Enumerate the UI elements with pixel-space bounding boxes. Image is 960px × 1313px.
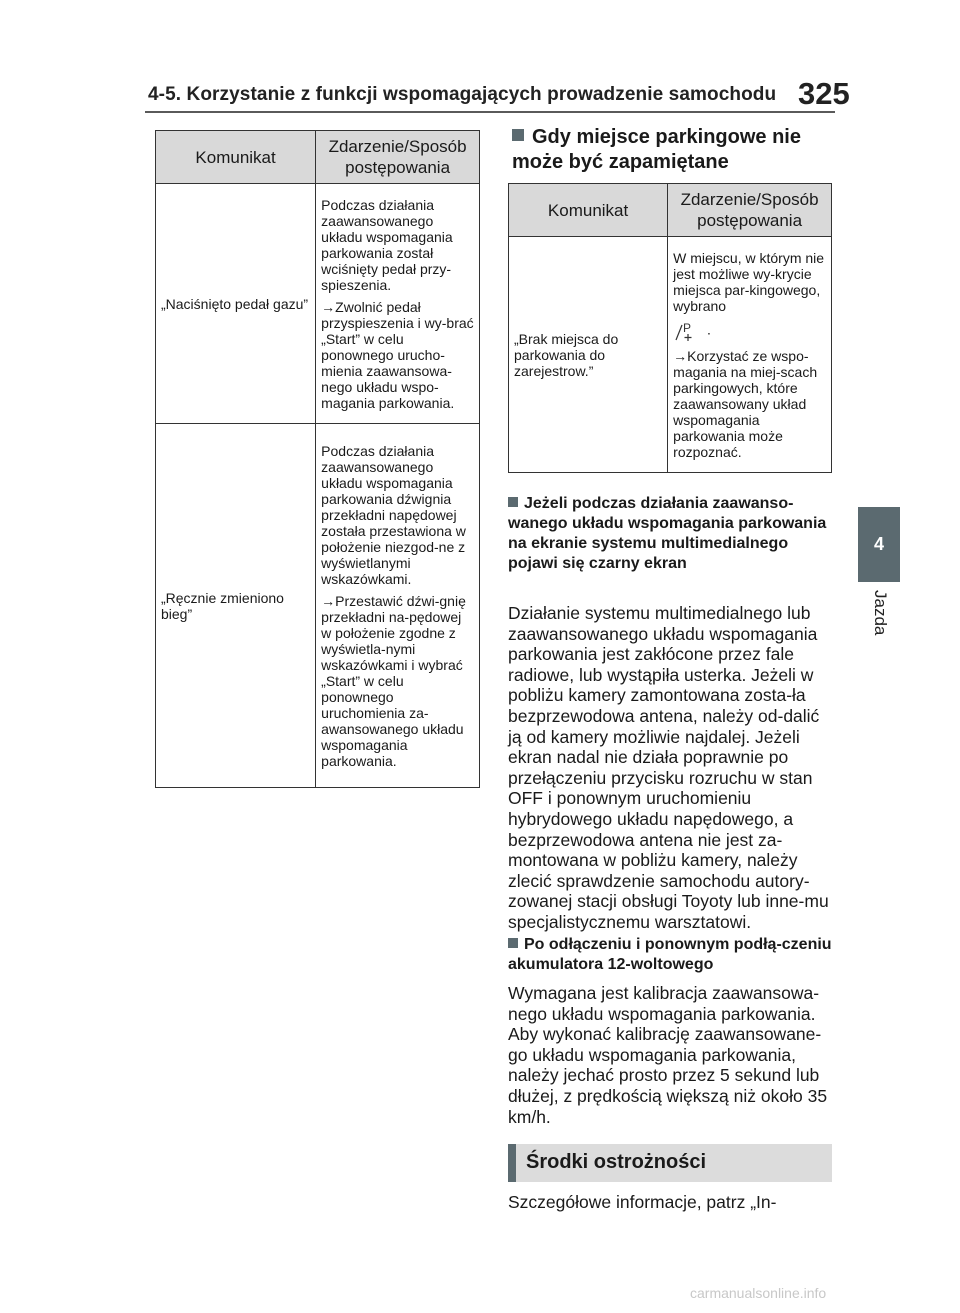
message-cell: „Ręcznie zmieniono bieg” <box>156 424 316 788</box>
table-header-event: Zdarzenie/Sposób postępowania <box>316 131 480 184</box>
section-heading: Gdy miejsce parkingowe nie może być zapamiętane <box>512 126 801 173</box>
page-header-title: 4-5. Korzystanie z funkcji wspomagających prowadzenie samochodu <box>148 84 777 105</box>
messages-table-1 <box>155 130 480 788</box>
header-divider <box>145 111 835 113</box>
table-row <box>156 424 480 788</box>
table-row <box>509 237 832 473</box>
event-cell <box>668 237 832 473</box>
chapter-label: Jazda <box>871 590 890 636</box>
caution-title: Środki ostrożności <box>526 1151 707 1173</box>
event-text: W miejscu, w którym nie jest możliwe wy-krycie miejsca par-kingowego, wybrano <box>673 249 825 314</box>
parking-search-icon <box>673 320 703 342</box>
svg-text:P: P <box>683 320 692 335</box>
square-bullet-icon <box>512 129 524 141</box>
subsection-heading: Jeżeli podczas działania zaawanso-wanego układu wspomagania parkowania na ekranie systemu multimedialnego pojawi się czarny ekran <box>508 495 827 572</box>
square-bullet-icon <box>508 938 518 948</box>
event-cell <box>316 184 480 424</box>
page-number: 325 <box>798 76 850 111</box>
table-header-event: Zdarzenie/Sposób postępowania <box>668 184 832 237</box>
event-cell <box>316 424 480 788</box>
action-text: →Korzystać ze wspo-magania na miej-scach parkingowych, które zaawansowany układ wspomagania parkowania może rozpoznać. <box>673 347 818 460</box>
caution-text: Szczegółowe informacje, patrz „In- <box>508 1192 777 1212</box>
messages-table-2 <box>508 183 832 473</box>
table-header-message: Komunikat <box>156 131 316 184</box>
chapter-number: 4 <box>873 534 884 554</box>
subsection-body: Działanie systemu multimedialnego lub zaawansowanego układu wspomagania parkowania jest zakłócone przez fale radiowe, lub wystąpiła usterka. Jeżeli w pobliżu kamery zamontowana zosta-ła bezprzewodowa antena, należy od-dalić ją od kamery możliwie najdalej. Jeżeli ekran nadal nie działa poprawnie po przełączeniu przycisku rozruchu w stan OFF i ponownym uruchomieniu hybrydowego układu napędowego, a bezprzewodowa antena nie jest za-montowana w pobliżu kamery, należy zlecić sprawdzenie samochodu autory-zowanej stacji obsługi Toyoty lub inne-mu specjalistycznemu warsztatowi. <box>508 603 829 932</box>
page-header <box>0 0 960 120</box>
caution-banner <box>508 1144 832 1182</box>
icon-line: P . <box>673 320 827 342</box>
table-row <box>156 184 480 424</box>
subsection-body: Wymagana jest kalibracja zaawansowa-nego układu wspomagania parkowania. Aby wykonać kalibrację zaawansowane-go układu wspomagania parkowania, należy jechać prosto przez 5 sekund lub dłużej, z prędkością większą niż około 35 km/h. <box>508 983 828 1127</box>
message-cell: „Brak miejsca do parkowania do zarejestrow.” <box>509 237 668 473</box>
action-text: →Przestawić dźwi-gnię przekładni na-pędowej w położenie zgodne z wyświetla-nymi wskazówkami i wybrać „Start” w celu ponownego uruchomienia za-awansowanego układu wspomagania parkowania. <box>321 592 466 769</box>
chapter-tab <box>858 507 900 582</box>
watermark: carmanualsonline.info <box>690 1285 827 1301</box>
action-text: →Zwolnić pedał przyspieszenia i wy-brać „Start” w celu ponownego urucho-mienia zaawansowa-nego układu wspo-magania parkowania. <box>321 298 474 411</box>
event-text: Podczas działania zaawansowanego układu wspomagania parkowania dźwignia przekładni napędowej została przestawiona w położenie niezgod-ne z wyświetlanymi wskazówkami. <box>321 442 466 587</box>
caution-accent <box>508 1144 516 1182</box>
square-bullet-icon <box>508 497 518 507</box>
table-header-message: Komunikat <box>509 184 668 237</box>
subsection-heading: Po odłączeniu i ponownym podłą-czeniu akumulatora 12-woltowego <box>508 936 832 973</box>
message-cell: „Naciśnięto pedał gazu” <box>156 184 316 424</box>
event-text: Podczas działania zaawansowanego układu wspomagania parkowania został wciśnięty pedał przy-spieszenia. <box>321 196 453 293</box>
